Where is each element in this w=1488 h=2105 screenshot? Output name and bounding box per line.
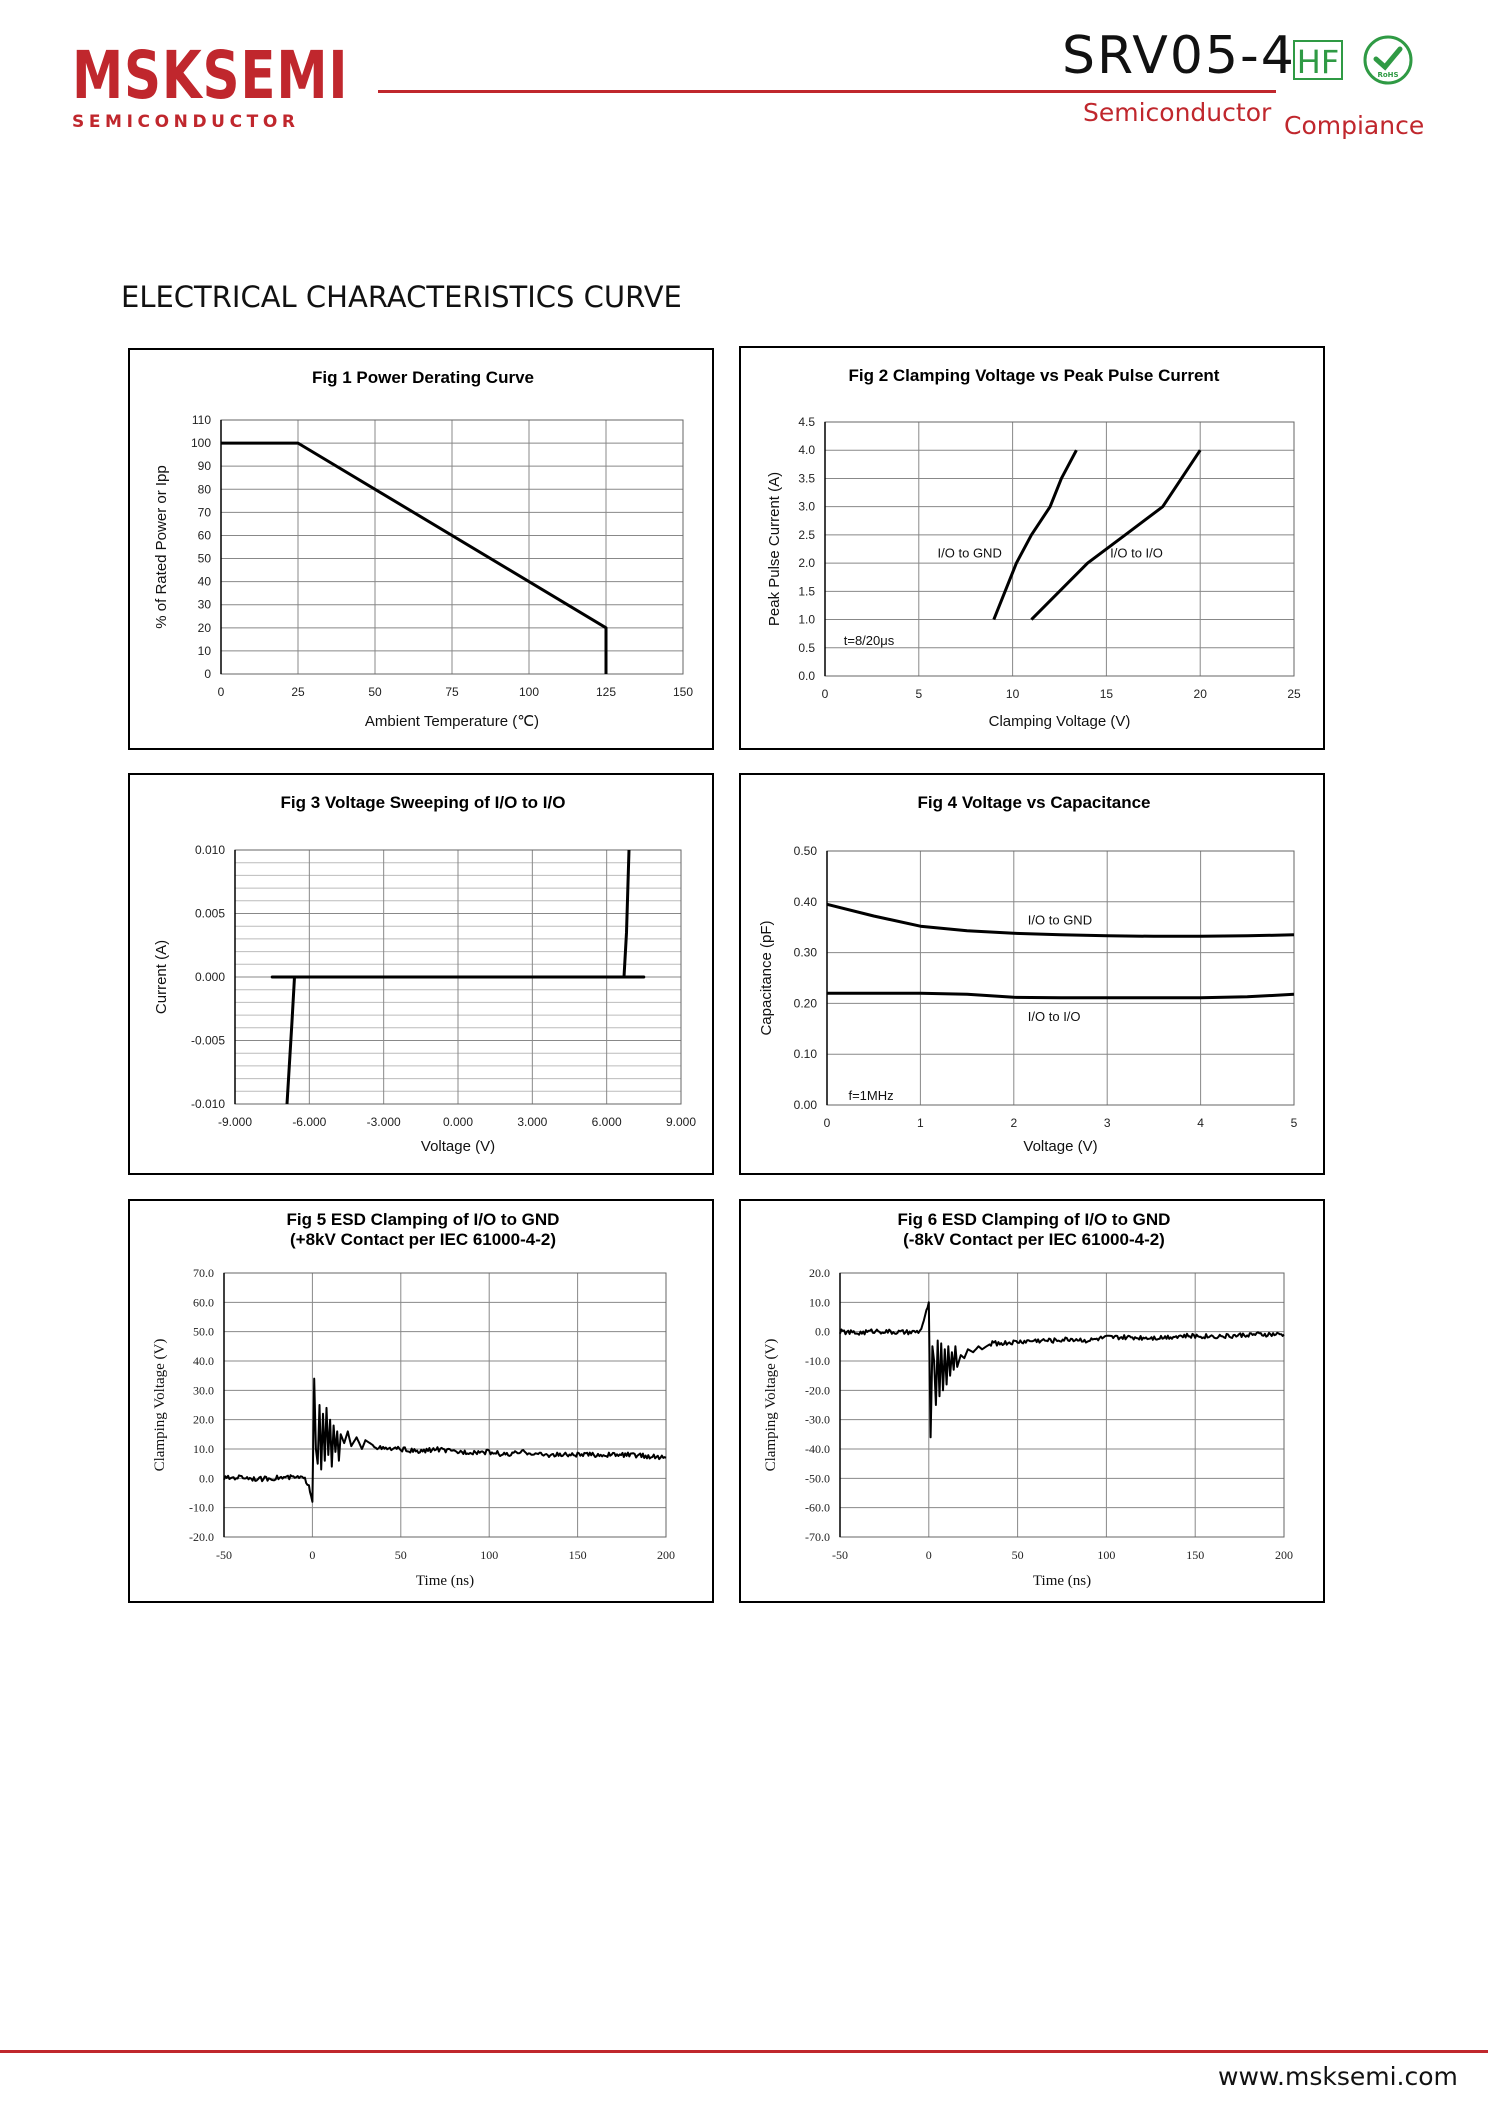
y-tick-label: 70.0: [193, 1266, 214, 1280]
chart-annotation: I/O to I/O: [1110, 545, 1163, 561]
x-tick-label: -6.000: [292, 1115, 327, 1129]
fig3-title: Fig 3 Voltage Sweeping of I/O to I/O: [280, 793, 566, 812]
y-tick-label: -50.0: [805, 1471, 830, 1486]
y-tick-label: 0.50: [793, 844, 817, 858]
plot-frame: [827, 851, 1294, 1105]
fig1-title: Fig 1 Power Derating Curve: [312, 368, 534, 387]
y-tick-label: 0.00: [793, 1098, 817, 1112]
fig5-chart: [130, 1201, 716, 1605]
y-tick-label: -70.0: [805, 1530, 830, 1544]
fig1-panel: [128, 348, 714, 750]
x-tick-label: -50: [216, 1548, 232, 1562]
x-tick-label: 20: [1193, 687, 1207, 701]
x-tick-label: 150: [568, 1548, 587, 1562]
x-tick-label: 50: [1011, 1548, 1024, 1562]
y-tick-label: 2.0: [798, 556, 815, 571]
series-line-clamping-waveform: [224, 1379, 666, 1502]
fig4-title: Fig 4 Voltage vs Capacitance: [917, 793, 1151, 812]
header-divider: [378, 90, 1276, 93]
y-tick-label: 0.0: [199, 1471, 214, 1486]
fig4-panel: [739, 773, 1325, 1175]
fig3-xlabel: Voltage (V): [420, 1138, 496, 1155]
series-line-clamping-waveform: [840, 1302, 1284, 1437]
x-tick-label: 0: [217, 685, 225, 699]
y-tick-label: 0.30: [793, 945, 817, 960]
y-tick-label: 0.5: [798, 640, 815, 655]
y-tick-label: 50.0: [193, 1324, 214, 1339]
y-tick-label: 30: [197, 597, 211, 612]
fig6-subtitle: (-8kV Contact per IEC 61000-4-2): [903, 1230, 1165, 1249]
x-tick-label: 100: [518, 685, 540, 699]
fig6-chart: [741, 1201, 1327, 1605]
y-tick-label: -30.0: [805, 1412, 830, 1427]
y-tick-label: 10: [197, 643, 211, 658]
brand-logo: [72, 37, 349, 132]
fig3-ylabel: Current (A): [153, 939, 170, 1015]
y-tick-label: 50: [197, 551, 211, 566]
fig5-title: Fig 5 ESD Clamping of I/O to GND: [286, 1210, 560, 1229]
compliance-label: Compiance: [1284, 111, 1425, 140]
x-tick-label: 50: [394, 1548, 407, 1562]
fig4-ylabel: Capacitance (pF): [758, 920, 775, 1036]
x-tick-label: 3.000: [517, 1115, 548, 1129]
semiconductor-label: Semiconductor: [1083, 98, 1272, 127]
y-tick-label: 70: [197, 505, 211, 520]
x-tick-label: 0.000: [442, 1115, 474, 1129]
halogen-free-badge: HF: [1293, 40, 1343, 80]
plot-frame: [224, 1273, 666, 1537]
x-tick-label: 200: [1275, 1548, 1293, 1562]
y-tick-label: 0: [204, 667, 211, 681]
fig2-chart: [741, 348, 1327, 752]
x-tick-label: 150: [672, 685, 694, 699]
fig1-xlabel: Ambient Temperature (℃): [364, 713, 540, 730]
y-tick-label: 100: [190, 436, 211, 451]
y-tick-label: -20.0: [805, 1383, 830, 1398]
y-tick-label: 20: [197, 620, 211, 635]
y-tick-label: -20.0: [189, 1530, 214, 1544]
x-tick-label: 125: [595, 685, 617, 699]
x-tick-label: 2: [1010, 1116, 1018, 1130]
y-tick-label: -60.0: [805, 1500, 830, 1515]
y-tick-label: 0.000: [194, 970, 225, 984]
x-tick-label: -50: [832, 1548, 848, 1562]
footer-url: www.msksemi.com: [1218, 2062, 1458, 2091]
fig5-subtitle: (+8kV Contact per IEC 61000-4-2): [290, 1230, 556, 1249]
x-tick-label: -3.000: [366, 1115, 401, 1129]
y-tick-label: 0.010: [194, 843, 225, 857]
y-tick-label: 2.5: [798, 527, 815, 542]
y-tick-label: -10.0: [189, 1500, 214, 1515]
y-tick-label: 60: [197, 528, 211, 543]
x-tick-label: 25: [291, 685, 305, 699]
part-number: SRV05-4: [1062, 26, 1296, 86]
y-tick-label: -0.010: [190, 1097, 225, 1111]
y-tick-label: 0.005: [194, 906, 225, 921]
fig4-xlabel: Voltage (V): [1023, 1138, 1098, 1155]
plot-frame: [825, 422, 1294, 676]
x-tick-label: -9.000: [217, 1115, 253, 1129]
x-tick-label: 3: [1103, 1116, 1111, 1130]
y-tick-label: 10.0: [193, 1442, 214, 1456]
y-tick-label: 1.0: [798, 612, 815, 627]
fig1-ylabel: % of Rated Power or Ipp: [153, 465, 170, 629]
y-tick-label: 40: [197, 574, 211, 589]
chart-annotation: I/O to GND: [937, 545, 1002, 561]
x-tick-label: 200: [657, 1548, 675, 1562]
fig6-xlabel: Time (ns): [1032, 1573, 1092, 1589]
y-tick-label: 1.5: [798, 584, 815, 599]
y-tick-label: 20.0: [193, 1412, 214, 1427]
y-tick-label: 3.5: [798, 471, 815, 486]
series-line-i-o-to-i-o: [827, 993, 1294, 998]
fig4-chart: [741, 775, 1327, 1177]
logo-subtext: SEMICONDUCTOR: [72, 112, 300, 132]
x-tick-label: 5: [1290, 1116, 1298, 1130]
x-tick-label: 4: [1197, 1116, 1204, 1130]
x-tick-label: 100: [480, 1548, 499, 1562]
y-tick-label: 10.0: [809, 1295, 830, 1310]
x-tick-label: 150: [1186, 1548, 1205, 1562]
y-tick-label: 110: [191, 413, 211, 427]
fig2-xlabel: Clamping Voltage (V): [988, 713, 1131, 730]
x-tick-label: 25: [1287, 687, 1301, 701]
y-tick-label: 40.0: [193, 1354, 214, 1368]
section-title: ELECTRICAL CHARACTERISTICS CURVE: [121, 280, 682, 314]
x-tick-label: 50: [368, 685, 382, 699]
y-tick-label: 0.0: [815, 1324, 830, 1339]
fig5-ylabel: Clamping Voltage (V): [152, 1338, 168, 1472]
chart-annotation: I/O to GND: [1027, 912, 1093, 928]
x-tick-label: 9.000: [665, 1115, 697, 1129]
footer-divider: [0, 2050, 1488, 2053]
x-tick-label: 10: [1005, 687, 1020, 701]
y-tick-label: -40.0: [805, 1442, 830, 1456]
y-tick-label: 80: [197, 482, 211, 497]
y-tick-label: 0.40: [793, 894, 817, 909]
chart-annotation: f=1MHz: [848, 1087, 894, 1103]
plot-frame: [840, 1273, 1284, 1537]
chart-annotation: t=8/20μs: [843, 632, 895, 648]
x-tick-label: 75: [445, 685, 459, 699]
y-tick-label: 4.5: [798, 415, 815, 429]
chart-annotation: I/O to I/O: [1027, 1009, 1081, 1025]
x-tick-label: 0: [823, 1116, 831, 1130]
fig6-panel: [739, 1199, 1325, 1603]
y-tick-label: -10.0: [805, 1354, 830, 1368]
x-tick-label: 100: [1097, 1548, 1116, 1562]
y-tick-label: 0.10: [793, 1047, 817, 1062]
fig2-title: Fig 2 Clamping Voltage vs Peak Pulse Current: [848, 366, 1220, 385]
x-tick-label: 6.000: [591, 1115, 622, 1129]
y-tick-label: 3.0: [798, 499, 815, 514]
y-tick-label: -0.005: [190, 1033, 225, 1048]
logo-wordmark: MSKSEMI: [72, 37, 349, 114]
fig3-panel: [128, 773, 714, 1175]
fig1-chart: [130, 350, 716, 752]
fig2-panel: [739, 346, 1325, 750]
y-tick-label: 20.0: [809, 1266, 830, 1280]
x-tick-label: 0: [821, 687, 829, 701]
x-tick-label: 0: [309, 1548, 316, 1562]
fig5-panel: [128, 1199, 714, 1603]
fig6-ylabel: Clamping Voltage (V): [763, 1338, 779, 1472]
fig3-chart: [130, 775, 716, 1177]
y-tick-label: 0.0: [798, 669, 815, 683]
rohs-check-icon: [1362, 34, 1414, 86]
y-tick-label: 30.0: [193, 1383, 214, 1398]
x-tick-label: 0: [925, 1548, 932, 1562]
x-tick-label: 1: [917, 1116, 924, 1130]
y-tick-label: 60.0: [193, 1295, 214, 1310]
fig5-xlabel: Time (ns): [415, 1573, 475, 1589]
fig2-ylabel: Peak Pulse Current (A): [766, 471, 783, 627]
x-tick-label: 15: [1099, 687, 1114, 701]
y-tick-label: 90: [197, 459, 211, 474]
fig6-title: Fig 6 ESD Clamping of I/O to GND: [897, 1210, 1171, 1229]
y-tick-label: 0.20: [793, 996, 817, 1011]
rohs-label: RoHS: [1377, 71, 1399, 79]
y-tick-label: 4.0: [798, 443, 815, 458]
x-tick-label: 5: [915, 687, 923, 701]
